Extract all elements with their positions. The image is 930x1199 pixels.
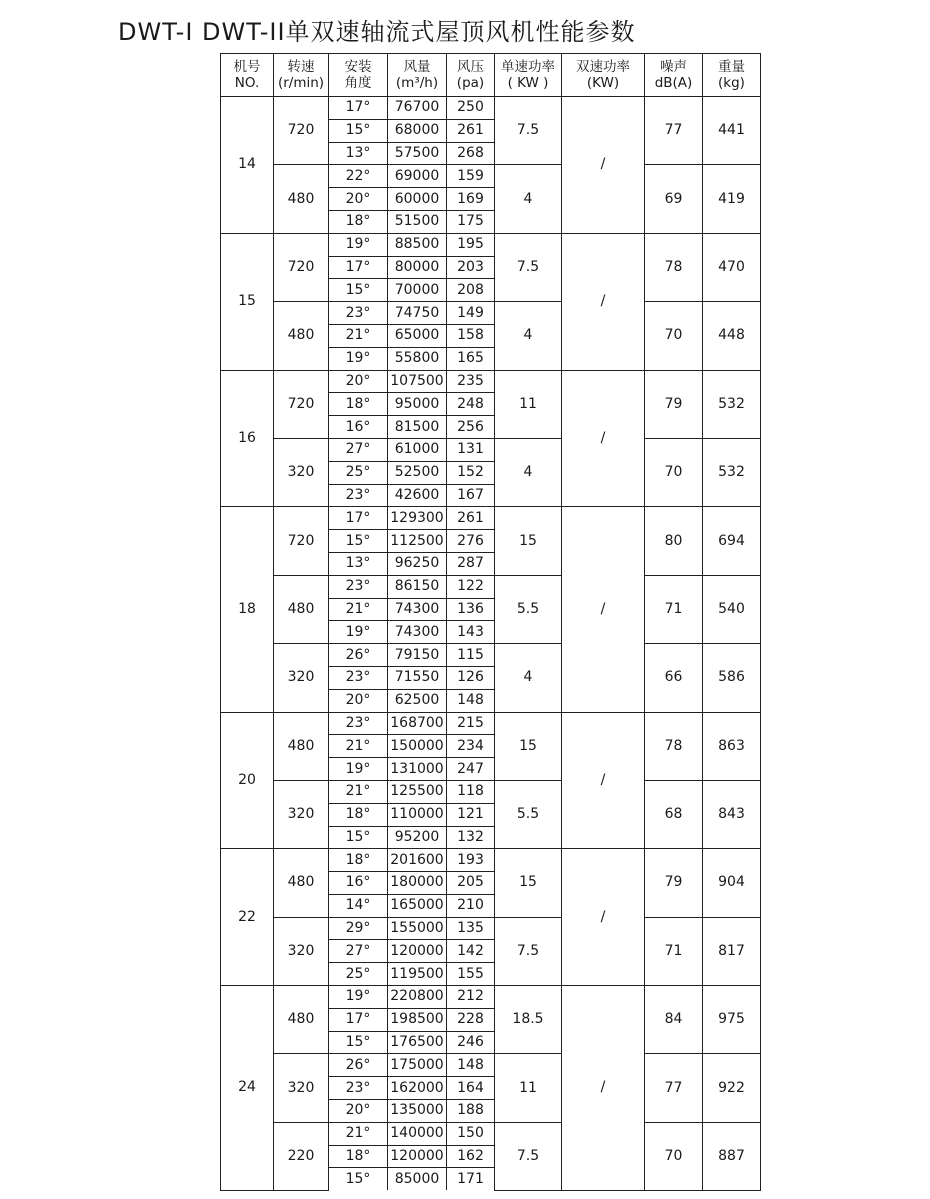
cell-pressure: 164	[447, 1077, 495, 1100]
cell-angle: 18°	[329, 803, 388, 826]
cell-angle: 14°	[329, 894, 388, 917]
cell-pressure: 155	[447, 963, 495, 986]
cell-angle: 27°	[329, 940, 388, 963]
cell-pressure: 165	[447, 347, 495, 370]
cell-weight: 975	[703, 986, 761, 1054]
header-noise: 噪声 dB(A)	[645, 54, 703, 97]
cell-angle: 25°	[329, 461, 388, 484]
cell-airflow: 198500	[388, 1008, 447, 1031]
cell-weight: 448	[703, 302, 761, 370]
cell-pressure: 261	[447, 507, 495, 530]
cell-angle: 15°	[329, 279, 388, 302]
cell-airflow: 150000	[388, 735, 447, 758]
cell-single-power: 4	[495, 438, 562, 506]
cell-pressure: 148	[447, 689, 495, 712]
cell-airflow: 65000	[388, 324, 447, 347]
table-row	[221, 1054, 761, 1077]
cell-angle: 21°	[329, 324, 388, 347]
cell-angle: 23°	[329, 484, 388, 507]
cell-noise: 78	[645, 712, 703, 780]
cell-pressure: 175	[447, 210, 495, 233]
cell-dual-power: /	[562, 849, 645, 986]
cell-speed: 320	[274, 438, 329, 506]
cell-single-power: 5.5	[495, 575, 562, 643]
cell-dual-power: /	[562, 370, 645, 507]
cell-airflow: 95000	[388, 393, 447, 416]
cell-airflow: 76700	[388, 97, 447, 120]
table-row	[221, 507, 761, 530]
cell-airflow: 168700	[388, 712, 447, 735]
table-row	[221, 165, 761, 188]
cell-angle: 21°	[329, 780, 388, 803]
header-angle: 安装 角度	[329, 54, 388, 97]
cell-angle: 18°	[329, 849, 388, 872]
cell-angle: 29°	[329, 917, 388, 940]
cell-speed: 480	[274, 302, 329, 370]
cell-airflow: 62500	[388, 689, 447, 712]
cell-pressure: 188	[447, 1100, 495, 1123]
cell-angle: 16°	[329, 416, 388, 439]
cell-airflow: 55800	[388, 347, 447, 370]
cell-pressure: 268	[447, 142, 495, 165]
cell-angle: 17°	[329, 1008, 388, 1031]
cell-angle: 18°	[329, 1145, 388, 1168]
cell-machine-no: 22	[221, 849, 274, 986]
cell-pressure: 158	[447, 324, 495, 347]
cell-angle: 20°	[329, 689, 388, 712]
cell-speed: 480	[274, 165, 329, 233]
cell-airflow: 201600	[388, 849, 447, 872]
cell-pressure: 115	[447, 644, 495, 667]
cell-angle: 25°	[329, 963, 388, 986]
cell-dual-power: /	[562, 712, 645, 849]
cell-airflow: 51500	[388, 210, 447, 233]
cell-pressure: 143	[447, 621, 495, 644]
cell-airflow: 107500	[388, 370, 447, 393]
cell-single-power: 15	[495, 712, 562, 780]
cell-pressure: 246	[447, 1031, 495, 1054]
table-row	[221, 917, 761, 940]
cell-pressure: 250	[447, 97, 495, 120]
cell-angle: 23°	[329, 666, 388, 689]
cell-machine-no: 20	[221, 712, 274, 849]
cell-pressure: 159	[447, 165, 495, 188]
table-row	[221, 1122, 761, 1145]
cell-pressure: 203	[447, 256, 495, 279]
cell-noise: 66	[645, 644, 703, 712]
cell-angle: 19°	[329, 986, 388, 1009]
header-single-power: 单速功率 ( KW )	[495, 54, 562, 97]
cell-noise: 79	[645, 849, 703, 917]
cell-single-power: 4	[495, 644, 562, 712]
cell-pressure: 136	[447, 598, 495, 621]
cell-weight: 922	[703, 1054, 761, 1122]
cell-angle: 21°	[329, 735, 388, 758]
cell-pressure: 169	[447, 188, 495, 211]
cell-airflow: 85000	[388, 1168, 447, 1190]
cell-angle: 26°	[329, 644, 388, 667]
cell-airflow: 61000	[388, 438, 447, 461]
cell-noise: 77	[645, 1054, 703, 1122]
cell-airflow: 69000	[388, 165, 447, 188]
cell-single-power: 7.5	[495, 1122, 562, 1190]
header-pressure: 风压 (pa)	[447, 54, 495, 97]
cell-angle: 19°	[329, 758, 388, 781]
cell-angle: 17°	[329, 97, 388, 120]
cell-airflow: 80000	[388, 256, 447, 279]
cell-speed: 720	[274, 370, 329, 438]
cell-speed: 220	[274, 1122, 329, 1190]
cell-speed: 720	[274, 97, 329, 165]
cell-airflow: 176500	[388, 1031, 447, 1054]
cell-airflow: 131000	[388, 758, 447, 781]
cell-noise: 79	[645, 370, 703, 438]
cell-airflow: 112500	[388, 530, 447, 553]
cell-airflow: 74750	[388, 302, 447, 325]
cell-dual-power: /	[562, 507, 645, 712]
cell-pressure: 212	[447, 986, 495, 1009]
cell-airflow: 175000	[388, 1054, 447, 1077]
cell-angle: 23°	[329, 712, 388, 735]
cell-pressure: 171	[447, 1168, 495, 1190]
cell-angle: 20°	[329, 188, 388, 211]
cell-single-power: 18.5	[495, 986, 562, 1054]
cell-angle: 26°	[329, 1054, 388, 1077]
cell-angle: 16°	[329, 872, 388, 895]
cell-airflow: 110000	[388, 803, 447, 826]
cell-angle: 21°	[329, 598, 388, 621]
cell-weight: 532	[703, 438, 761, 506]
cell-noise: 70	[645, 438, 703, 506]
table-row	[221, 712, 761, 735]
cell-single-power: 11	[495, 1054, 562, 1122]
cell-noise: 70	[645, 302, 703, 370]
cell-pressure: 131	[447, 438, 495, 461]
cell-weight: 817	[703, 917, 761, 985]
cell-weight: 540	[703, 575, 761, 643]
cell-speed: 320	[274, 780, 329, 848]
cell-angle: 20°	[329, 1100, 388, 1123]
cell-noise: 71	[645, 917, 703, 985]
cell-pressure: 150	[447, 1122, 495, 1145]
cell-angle: 15°	[329, 1031, 388, 1054]
cell-angle: 21°	[329, 1122, 388, 1145]
cell-weight: 586	[703, 644, 761, 712]
cell-pressure: 126	[447, 666, 495, 689]
cell-pressure: 247	[447, 758, 495, 781]
table-row	[221, 97, 761, 120]
table-row	[221, 986, 761, 1009]
table-row	[221, 644, 761, 667]
header-machine-no: 机号 NO.	[221, 54, 274, 97]
cell-angle: 13°	[329, 552, 388, 575]
cell-airflow: 60000	[388, 188, 447, 211]
cell-pressure: 148	[447, 1054, 495, 1077]
cell-pressure: 122	[447, 575, 495, 598]
cell-airflow: 96250	[388, 552, 447, 575]
cell-dual-power: /	[562, 986, 645, 1191]
cell-angle: 13°	[329, 142, 388, 165]
cell-airflow: 165000	[388, 894, 447, 917]
cell-speed: 480	[274, 849, 329, 917]
cell-speed: 720	[274, 507, 329, 575]
cell-angle: 20°	[329, 370, 388, 393]
header-weight: 重量 (kg)	[703, 54, 761, 97]
cell-noise: 68	[645, 780, 703, 848]
cell-single-power: 15	[495, 507, 562, 575]
table-header-row	[221, 54, 761, 97]
table-row	[221, 575, 761, 598]
cell-angle: 17°	[329, 507, 388, 530]
cell-pressure: 261	[447, 119, 495, 142]
cell-pressure: 256	[447, 416, 495, 439]
table-row	[221, 438, 761, 461]
cell-speed: 320	[274, 1054, 329, 1122]
cell-angle: 18°	[329, 393, 388, 416]
table-row	[221, 780, 761, 803]
header-dual-power: 双速功率 (KW)	[562, 54, 645, 97]
cell-airflow: 86150	[388, 575, 447, 598]
cell-pressure: 121	[447, 803, 495, 826]
cell-pressure: 208	[447, 279, 495, 302]
cell-pressure: 149	[447, 302, 495, 325]
cell-angle: 27°	[329, 438, 388, 461]
cell-machine-no: 24	[221, 986, 274, 1191]
cell-angle: 19°	[329, 233, 388, 256]
cell-airflow: 70000	[388, 279, 447, 302]
cell-airflow: 180000	[388, 872, 447, 895]
cell-single-power: 7.5	[495, 233, 562, 301]
cell-pressure: 234	[447, 735, 495, 758]
cell-pressure: 118	[447, 780, 495, 803]
performance-table	[220, 53, 761, 1191]
cell-airflow: 88500	[388, 233, 447, 256]
header-speed: 转速 (r/min)	[274, 54, 329, 97]
cell-pressure: 276	[447, 530, 495, 553]
cell-single-power: 4	[495, 165, 562, 233]
cell-airflow: 129300	[388, 507, 447, 530]
cell-airflow: 42600	[388, 484, 447, 507]
table-row	[221, 302, 761, 325]
cell-angle: 15°	[329, 119, 388, 142]
cell-airflow: 120000	[388, 1145, 447, 1168]
cell-weight: 863	[703, 712, 761, 780]
cell-angle: 22°	[329, 165, 388, 188]
cell-dual-power: /	[562, 233, 645, 370]
cell-noise: 71	[645, 575, 703, 643]
cell-single-power: 15	[495, 849, 562, 917]
cell-noise: 84	[645, 986, 703, 1054]
cell-weight: 904	[703, 849, 761, 917]
cell-airflow: 79150	[388, 644, 447, 667]
cell-angle: 18°	[329, 210, 388, 233]
cell-airflow: 155000	[388, 917, 447, 940]
table-row	[221, 370, 761, 393]
cell-weight: 694	[703, 507, 761, 575]
cell-angle: 23°	[329, 575, 388, 598]
header-airflow: 风量 (m³/h)	[388, 54, 447, 97]
cell-airflow: 74300	[388, 621, 447, 644]
cell-pressure: 135	[447, 917, 495, 940]
cell-pressure: 142	[447, 940, 495, 963]
cell-dual-power: /	[562, 97, 645, 234]
cell-machine-no: 16	[221, 370, 274, 507]
cell-angle: 15°	[329, 1168, 388, 1190]
cell-airflow: 71550	[388, 666, 447, 689]
cell-pressure: 195	[447, 233, 495, 256]
table-row	[221, 849, 761, 872]
cell-airflow: 95200	[388, 826, 447, 849]
cell-pressure: 167	[447, 484, 495, 507]
cell-angle: 15°	[329, 530, 388, 553]
cell-pressure: 210	[447, 894, 495, 917]
table-body	[221, 97, 761, 1191]
cell-weight: 441	[703, 97, 761, 165]
cell-angle: 15°	[329, 826, 388, 849]
cell-angle: 23°	[329, 302, 388, 325]
cell-single-power: 4	[495, 302, 562, 370]
cell-pressure: 152	[447, 461, 495, 484]
cell-noise: 78	[645, 233, 703, 301]
cell-airflow: 119500	[388, 963, 447, 986]
cell-weight: 470	[703, 233, 761, 301]
cell-pressure: 193	[447, 849, 495, 872]
cell-airflow: 220800	[388, 986, 447, 1009]
cell-airflow: 52500	[388, 461, 447, 484]
cell-single-power: 7.5	[495, 97, 562, 165]
cell-speed: 720	[274, 233, 329, 301]
cell-airflow: 120000	[388, 940, 447, 963]
cell-speed: 480	[274, 712, 329, 780]
cell-single-power: 7.5	[495, 917, 562, 985]
cell-pressure: 287	[447, 552, 495, 575]
cell-airflow: 125500	[388, 780, 447, 803]
cell-pressure: 248	[447, 393, 495, 416]
cell-angle: 19°	[329, 621, 388, 644]
cell-airflow: 140000	[388, 1122, 447, 1145]
cell-speed: 480	[274, 986, 329, 1054]
cell-machine-no: 15	[221, 233, 274, 370]
cell-speed: 480	[274, 575, 329, 643]
cell-airflow: 68000	[388, 119, 447, 142]
cell-pressure: 235	[447, 370, 495, 393]
cell-weight: 887	[703, 1122, 761, 1190]
cell-pressure: 228	[447, 1008, 495, 1031]
cell-single-power: 5.5	[495, 780, 562, 848]
cell-noise: 77	[645, 97, 703, 165]
cell-noise: 69	[645, 165, 703, 233]
cell-weight: 843	[703, 780, 761, 848]
cell-single-power: 11	[495, 370, 562, 438]
cell-noise: 70	[645, 1122, 703, 1190]
cell-speed: 320	[274, 644, 329, 712]
cell-weight: 419	[703, 165, 761, 233]
cell-pressure: 132	[447, 826, 495, 849]
cell-angle: 19°	[329, 347, 388, 370]
cell-airflow: 74300	[388, 598, 447, 621]
cell-airflow: 162000	[388, 1077, 447, 1100]
cell-pressure: 205	[447, 872, 495, 895]
cell-airflow: 135000	[388, 1100, 447, 1123]
cell-pressure: 162	[447, 1145, 495, 1168]
cell-airflow: 57500	[388, 142, 447, 165]
cell-angle: 17°	[329, 256, 388, 279]
cell-machine-no: 14	[221, 97, 274, 234]
cell-noise: 80	[645, 507, 703, 575]
cell-airflow: 81500	[388, 416, 447, 439]
cell-angle: 23°	[329, 1077, 388, 1100]
cell-weight: 532	[703, 370, 761, 438]
page-title: DWT-I DWT-II单双速轴流式屋顶风机性能参数	[118, 18, 636, 46]
cell-machine-no: 18	[221, 507, 274, 712]
cell-speed: 320	[274, 917, 329, 985]
cell-pressure: 215	[447, 712, 495, 735]
table-row	[221, 233, 761, 256]
